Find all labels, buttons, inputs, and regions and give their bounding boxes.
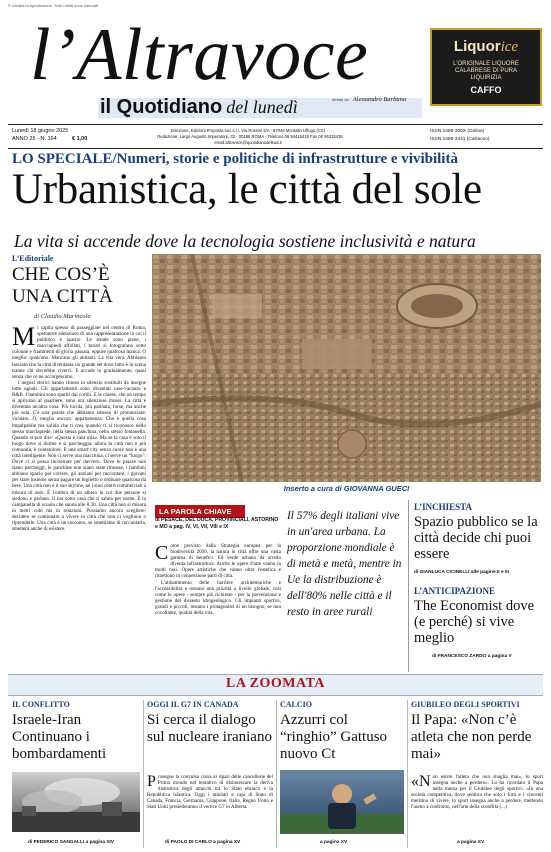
- issn-print: ISSN 2499-3441 (Cartaceo): [430, 137, 490, 142]
- bottom-4[interactable]: [411, 700, 543, 852]
- divider-b3: [407, 700, 408, 848]
- inchiesta-byline: di GIANLUCA CICINELLI alle pagine II e III: [414, 570, 509, 575]
- quote-text-2: La proporzione mondiale è di metà e metà, mentre in Ue la distribuzione è dell'80% nelle città e il resto in aree rurali: [287, 526, 402, 618]
- issue-price: € 1,00: [72, 136, 88, 142]
- bottom-4-kicker: GIUBILEO DEGLI SPORTIVI: [411, 700, 520, 709]
- editorial-body: [12, 325, 146, 645]
- bottom-3-byline: a pagina XV: [320, 840, 348, 845]
- lead-subhead: La vita si accende dove la tecnologia sostiene inclusività e natura: [14, 231, 476, 251]
- parola-label: LA PAROLA CHIAVE: [155, 505, 245, 518]
- bottom-4-body: [411, 774, 543, 836]
- ad-brand-b: ice: [500, 39, 519, 55]
- bottom-4-byline: a pagina XV: [457, 840, 485, 845]
- bottom-1-headline: Israele-Iran Continuano i bombardamenti: [12, 712, 107, 762]
- ad-brand: [432, 39, 540, 55]
- bottom-2-dropcap: P: [147, 774, 156, 790]
- lead-kicker: LO SPECIALE/Numeri, storie e politiche di infrastrutture e vivibilità: [12, 151, 458, 167]
- ad-line2: CALABRESE DI PURA: [454, 68, 518, 74]
- divider-right: [408, 500, 409, 672]
- bottom-3-photo: [280, 770, 404, 834]
- bottom-4-headline: Il Papa: «Non c’è atleta che non perde mai»: [411, 712, 532, 762]
- anticipazione-byline: di FRANCESCO ZARDO a pagina V: [432, 654, 512, 659]
- parola-p2: L'abbattimento delle barriere architettoniche e l'accessibilità e restano una priorità a livello globale, così come le opere - sempre più richieste - per la prevenzione e gestione del dissesto idrogeologico. Gli impianti sportivi, grandi e piccoli, restano i protagonisti di un bisogno, se non cocollante, qualità della vita.: [155, 579, 281, 617]
- lead-photo[interactable]: [152, 254, 541, 482]
- quote-text-1: Il 57% degli italiani vive in un'area urbana.: [287, 510, 400, 538]
- issue-number: ANNO 25 - N. 164: [12, 136, 57, 142]
- rule-top: [8, 124, 543, 125]
- editorial-kicker: L’Editoriale: [12, 254, 54, 263]
- anticipazione-headline[interactable]: The Economist dove (e perché) si vive meglio: [414, 598, 535, 646]
- issue-date: Lunedì 18 giugno 2025: [12, 128, 69, 134]
- issue-address-2: Redazione: Largo Augusto Imperatore, 32 - 00186 ROMA - Telefono 06 94415418 Fax 06 94415435: [157, 134, 343, 139]
- masthead-subtitle-bold: il Quotidiano: [100, 96, 223, 118]
- director-prefix: diretto da: [332, 97, 349, 102]
- bottom-3-kicker: CALCIO: [280, 700, 313, 709]
- issue-email: email:altravoce@quotidianodelsud.it: [214, 140, 282, 145]
- ad-line3: LIQUIRIZIA: [470, 75, 502, 81]
- editorial-p1: i capita spesso di passeggiare nel centro di Roma, spettatore silenzioso di una rappresentazione in cui il pubblico è sparito. Le strade sono piene, i marciapiedi affollati, i turisti si fotografano sotto colonne e frammenti di gloria passata, eppure qualcosa manca. O meglio: qualcuno. Mancano gli abitanti. La vita vera. Abbiamo lasciato che la città diventasse un grande set dove tutto è in scena tranne chi dovrebbe viverci. E accade lo gradualmente, quasi senza che ce ne accorgessimo.: [12, 325, 146, 380]
- bottom-2-headline: Si cerca il dialogo sul nucleare iraniano: [147, 712, 272, 745]
- ad-brand-a: Liquor: [453, 38, 501, 55]
- bottom-1[interactable]: [12, 700, 140, 852]
- bottom-2-text: rosegue la convulsa corsa ai ripari delle cancellerie del Primo mondo nel tentativo di disinnescare la deriva distruttiva degli attacchi tra lo Stato ebraico e la Repubblica islamica. Oggi i ministri e capi di Stato di Canada, Francia, Germania, Giappone, Italia, Regno Unito e Stati Uniti presiederanno il vertice G7 in Alberta.: [147, 774, 273, 811]
- issue-address-1: Direzione, Edizioni Proposta soc.s.r.l. Via Rossini 3/A - 87046 Montalto Uffugo (CS): [170, 128, 326, 133]
- bottom-1-kicker: IL CONFLITTO: [12, 700, 70, 709]
- issn-online: ISSN 2499-300X (Online): [430, 129, 485, 134]
- parola-body: [155, 543, 281, 669]
- bottom-3-headline: Azzurri col “ringhio” Gattuso nuovo Ct: [280, 712, 388, 762]
- photo-caption-name: GIOVANNA GUECI: [343, 484, 410, 493]
- parola-byline: di PESACE, DEL DUCA, PROVINCIALI, ASTORINO e MO a pag. IV, VI, VII, VIII e IX: [155, 517, 279, 530]
- editorial-author: di Claudio Marincola: [34, 313, 91, 320]
- editorial-title-2[interactable]: UNA CITTÀ: [12, 286, 113, 307]
- bottom-2-body: [147, 774, 273, 836]
- photo-caption: [152, 484, 541, 493]
- masthead-title: l’Altravoce: [30, 14, 369, 96]
- editorial-p2: I negozi storici hanno chiuso in silenzio sostituiti da insegne tutte uguali. Gli appartamenti sono diventati case-vacanze e B&B. I bambini sono spariti dai cortili. E le chiese, che un tempo si aprivano al quartiere, sono ora silenziose musei. La città è diventata un'altra cosa. Più lucida, più patinata, forse, ma anche più sola. C'è una parola che abbiamo smesso di pronunciare: vicinato. O, meglio ancora: appartenenza. Che è quella cosa impalpabile ma solida che ti crea quando ci si riconosce nello stesso marciapiede, nella stessa panchina, nello stesso fontanella. Quando si può dire: «Questa è casa mia». Ma se la casa è solo il luogo dove si dorme e si parcheggia, allora la città non è più comunità, è contenitore. E una smart city senza cuore non è una città intelligente. Non ci serve una macchina, ci serve un “luogo”. Dove ci si possa incontrare per davvero. Dove le piazze non siano parcheggi, le panchine non siano state rimosse, i bambini abbiano spazio per correre, gli anziani per raccontare, i giovani per stare insieme senza pagare un biglietto o ordinare qualcosa da bere. Una città non è il suo skyline, né i suoi centri commerciali a misura di auto. È l'ombra di un albero in cui due persone si siedono e parlano. Il bar sotto casa che ti saluta per nome. È la campanella di scuola che suona alle 8,30. Una città non si misura in metri cubi ma in relazioni. Possiamo ancora scegliere: decidere se continuare a vivere in città che non ci vogliono o riprenderle. Una città è un racconto, se smettiamo di raccontarla, smetterà anche di esistere.: [12, 379, 146, 533]
- rule-issue: [8, 148, 543, 149]
- bottom-3[interactable]: [280, 700, 404, 852]
- masthead-subtitle-light: del lunedì: [226, 97, 298, 117]
- editorial-title-1[interactable]: CHE COS’È: [12, 264, 110, 285]
- bottom-4-text: on esiste l'atleta che non sbaglia mai», lo sport insegna anche a perdere». Lo ha ricordato il Papa nella messa per il Giubileo degli sportivi. «In una società competitiva, dove sembra che solo i forti e i vincenti meritino di vivere, lo sport insegna anche a perdere, mettendo l'uomo a confronto, nell'arte della sconfitta (...): [411, 774, 543, 811]
- director-name: Alessandro Barbano: [352, 96, 407, 103]
- editorial-dropcap: M: [12, 325, 36, 351]
- divider-b1: [143, 700, 144, 848]
- inchiesta-kicker: L’INCHIESTA: [414, 502, 473, 512]
- smoke-photo-illustration: [12, 772, 140, 832]
- zoomata-label: LA ZOOMATA: [226, 676, 325, 691]
- parola-p1: ome previsto dalla Strategia europea per la biodiversità 2030, la natura in città offre una vasta gamma di benefici. Ed verde urbano da arredo diventa infrastruttura. Anche le opere d'arte vanno in molti casi. Opere artistiche che vanno oltre l'estetica e rimettono in connessione parti di città.: [155, 543, 281, 580]
- divider-b2: [276, 700, 277, 848]
- director-line: [332, 88, 406, 106]
- ad-line1: L’ORIGINALE LIQUORE: [453, 61, 519, 67]
- city-model-illustration: [152, 254, 541, 482]
- ad-line4: CAFFO: [470, 85, 502, 95]
- anticipazione-kicker: L’ANTICIPAZIONE: [414, 586, 496, 596]
- bottom-2-byline: di PAOLO DI CARLO a pagina XV: [165, 840, 241, 845]
- liquorice-ad[interactable]: [430, 28, 542, 106]
- lead-headline[interactable]: Urbanistica, le città del sole: [12, 166, 482, 213]
- bottom-2-kicker: OGGI IL G7 IN CANADA: [147, 700, 239, 709]
- quote-box: [287, 508, 404, 620]
- bottom-1-byline: di FEDERICO SANGALLI a pagina XIV: [28, 840, 115, 845]
- masthead-subtitle: [100, 96, 298, 119]
- inchiesta-headline[interactable]: Spazio pubblico se la città decide chi puoi essere: [414, 514, 538, 562]
- bottom-2[interactable]: [147, 700, 273, 852]
- top-note: © Vietata la riproduzione. Tutti i diritti sono riservati: [8, 3, 99, 8]
- bottom-1-photo: [12, 772, 140, 832]
- parola-dropcap: C: [155, 543, 169, 564]
- coach-photo-illustration: [280, 770, 404, 834]
- photo-caption-prefix: Inserto a cura di: [283, 484, 342, 493]
- bottom-4-dropcap: «N: [411, 774, 431, 790]
